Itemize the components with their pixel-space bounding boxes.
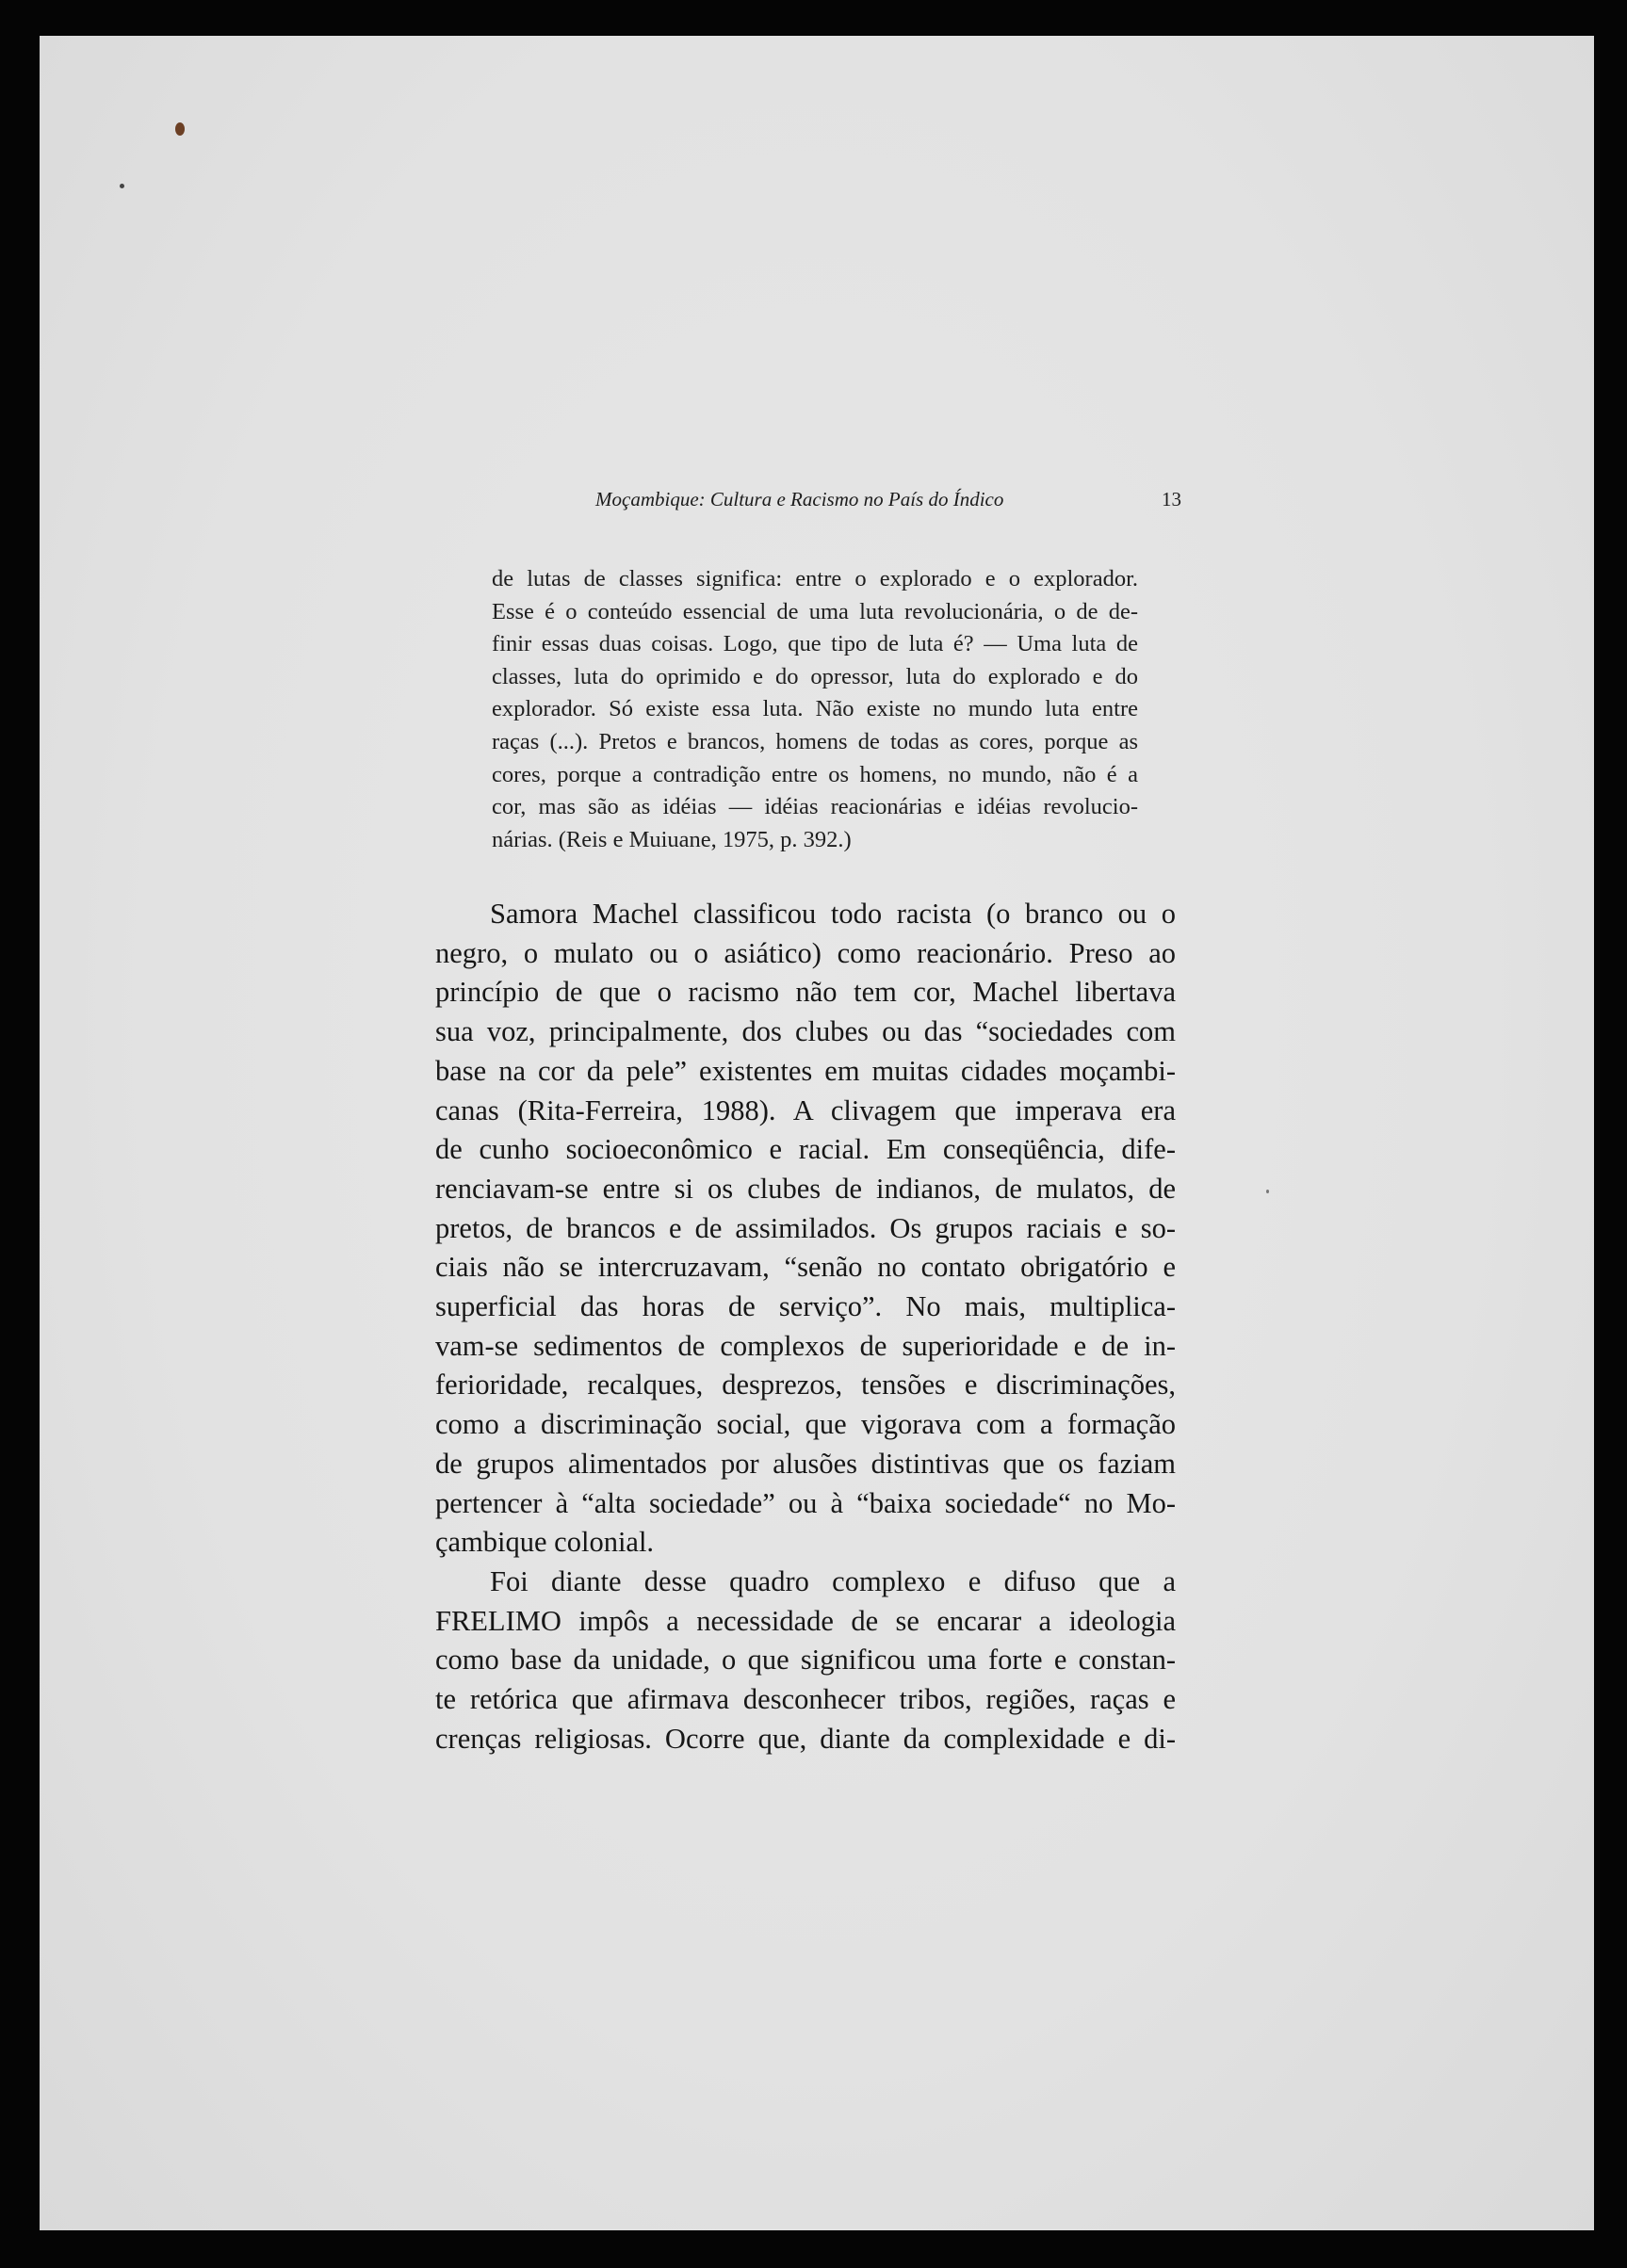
page-number: 13: [1162, 488, 1181, 510]
paragraph-2-line: como base da unidade, o que significou uma forte e constan-: [435, 1644, 1176, 1677]
paragraph-1-line: base na cor da pele” existentes em muitas cidades moçambi-: [435, 1054, 1176, 1087]
quote-line: classes, luta do oprimido e do opressor, luta do explorado e do: [492, 663, 1138, 689]
running-title: Moçambique: Cultura e Racismo no País do Índico: [595, 488, 1004, 510]
body-text: [435, 895, 1176, 1758]
quote-line: explorador. Só existe essa luta. Não existe no mundo luta entre: [492, 696, 1138, 722]
paragraph-1-line: ferioridade, recalques, desprezos, tensões e discriminações,: [435, 1369, 1176, 1401]
paragraph-1-line: pertencer à “alta sociedade” ou à “baixa sociedade“ no Mo-: [435, 1486, 1176, 1519]
ink-speck: [120, 184, 124, 188]
quote-line: cores, porque a contradição entre os homens, no mundo, não é a: [492, 761, 1138, 787]
paragraph-1-line: canas (Rita-Ferreira, 1988). A clivagem que imperava era: [435, 1094, 1176, 1126]
quote-line: cor, mas são as idéias — idéias reacionárias e idéias revolucio-: [492, 794, 1138, 820]
paragraph-1-line: como a discriminação social, que vigorava com a formação: [435, 1408, 1176, 1441]
quote-line: nárias. (Reis e Muiuane, 1975, p. 392.): [492, 826, 852, 852]
paragraph-2-line: crenças religiosas. Ocorre que, diante da complexidade e di-: [435, 1722, 1176, 1755]
paragraph-1-line: ciais não se intercruzavam, “senão no contato obrigatório e: [435, 1251, 1176, 1284]
paragraph-2-line: FRELIMO impôs a necessidade de se encarar a ideologia: [435, 1604, 1176, 1637]
paragraph-1-line: de cunho socioeconômico e racial. Em conseqüência, dife-: [435, 1133, 1176, 1166]
paragraph-1-line: princípio de que o racismo não tem cor, Machel libertava: [435, 976, 1176, 1009]
ink-speck: [175, 122, 185, 136]
paragraph-1-line: pretos, de brancos e de assimilados. Os grupos raciais e so-: [435, 1211, 1176, 1244]
paragraph-1-line: Samora Machel classificou todo racista (o branco ou o: [490, 898, 1176, 930]
paragraph-2-line: te retórica que afirmava desconhecer tribos, regiões, raças e: [435, 1683, 1176, 1716]
quote-line: raças (...). Pretos e brancos, homens de todas as cores, porque as: [492, 728, 1138, 754]
paragraph-1-line: de grupos alimentados por alusões distintivas que os faziam: [435, 1447, 1176, 1480]
quote-line: Esse é o conteúdo essencial de uma luta revolucionária, o de de-: [492, 598, 1138, 624]
paragraph-1-line: superficial das horas de serviço”. No mais, multiplica-: [435, 1290, 1176, 1323]
paragraph-2-line: Foi diante desse quadro complexo e difuso que a: [490, 1564, 1176, 1597]
ink-speck: [1266, 1190, 1269, 1193]
paragraph-1-line: çambique colonial.: [435, 1526, 655, 1559]
quote-line: de lutas de classes significa: entre o explorado e o explorador.: [492, 566, 1138, 591]
block-quote: [492, 563, 1138, 856]
quote-line: finir essas duas coisas. Logo, que tipo de luta é? — Uma luta de: [492, 631, 1138, 657]
paragraph-1-line: negro, o mulato ou o asiático) como reacionário. Preso ao: [435, 936, 1176, 969]
running-header: [482, 480, 1181, 518]
paragraph-1-line: renciavam-se entre si os clubes de indianos, de mulatos, de: [435, 1172, 1176, 1205]
paragraph-1-line: sua voz, principalmente, dos clubes ou das “sociedades com: [435, 1015, 1176, 1048]
paragraph-1-line: vam-se sedimentos de complexos de superioridade e de in-: [435, 1329, 1176, 1362]
